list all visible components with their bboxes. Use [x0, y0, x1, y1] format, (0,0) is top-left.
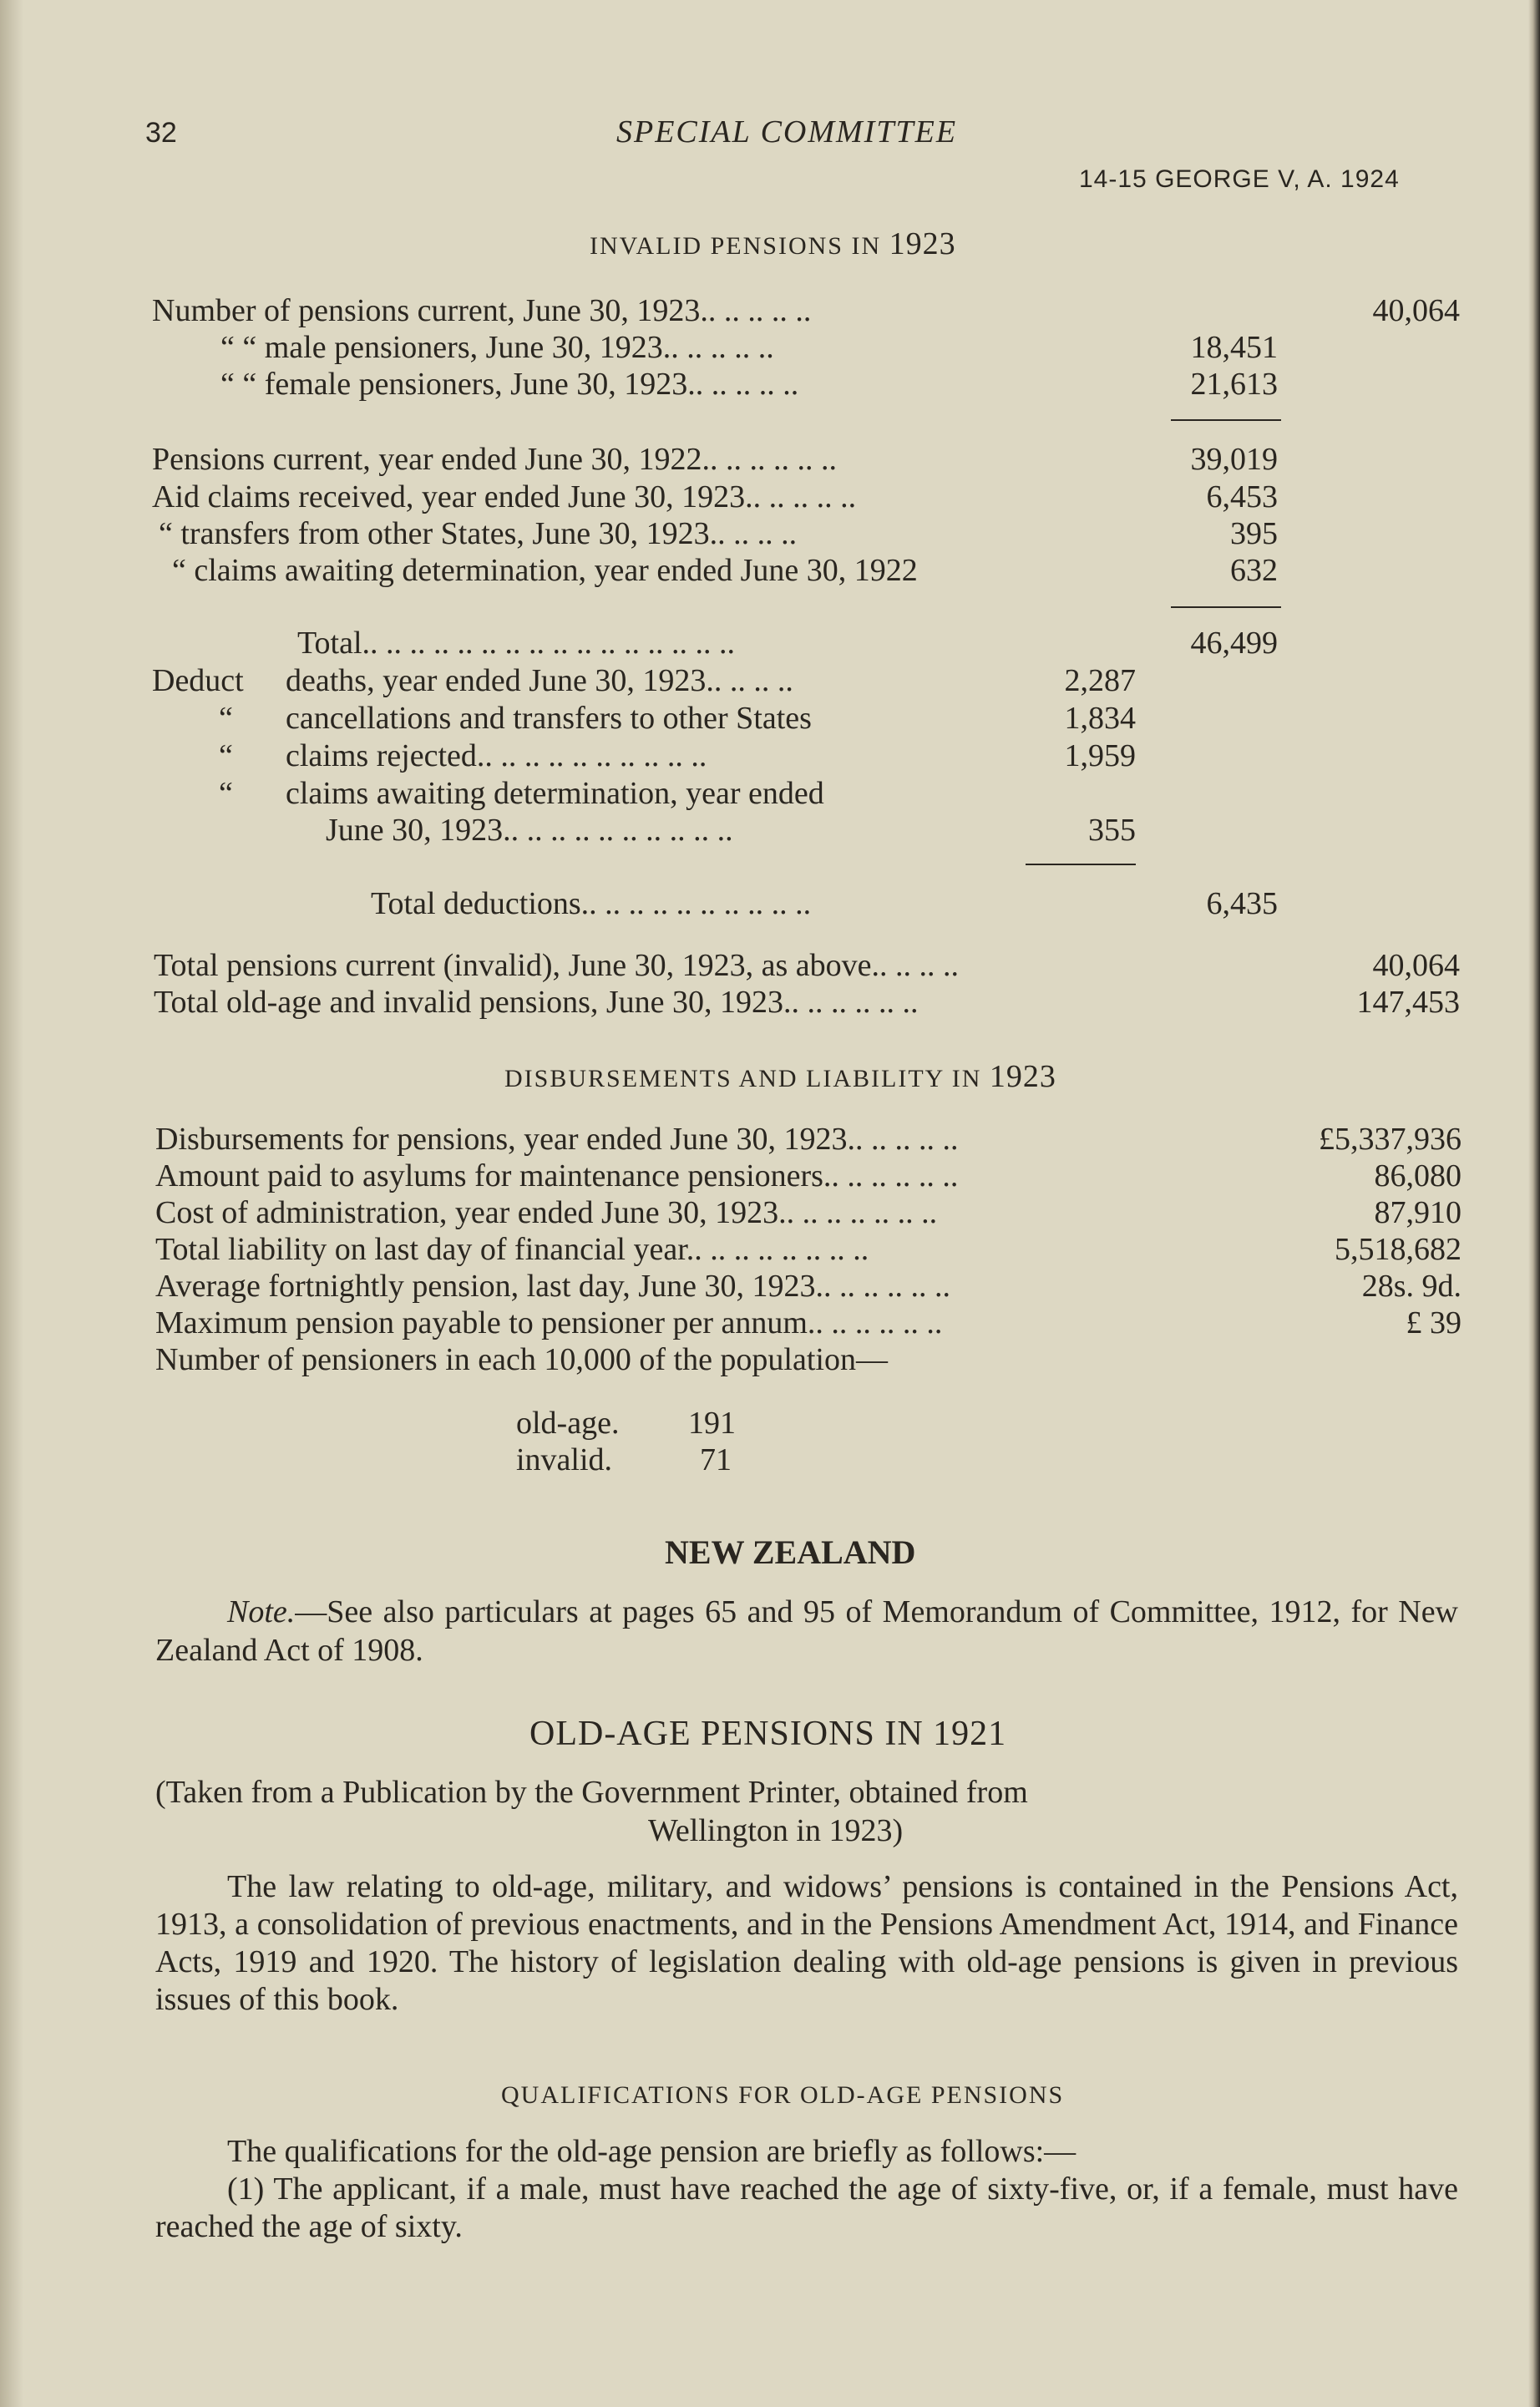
row-disbursements: Disbursements for pensions, year ended June 30, 1923.. .. .. .. .. £5,337,936: [155, 1122, 1461, 1157]
heading-year: 1923: [989, 1059, 1056, 1094]
row-rejected: “ claims rejected.. .. .. .. .. .. .. .. .. .. 1,959: [219, 738, 1136, 773]
rule: [1171, 606, 1281, 608]
row-liability: Total liability on last day of financial year.. .. .. .. .. .. .. .. 5,518,682: [155, 1232, 1461, 1267]
row-deaths: Deduct deaths, year ended June 30, 1923.. .. .. .. 2,287: [152, 663, 1136, 698]
qualifications-heading: QUALIFICATIONS FOR OLD-AGE PENSIONS: [501, 2081, 1065, 2109]
note-label: Note.: [227, 1594, 296, 1629]
row-asylums: Amount paid to asylums for maintenance pensioners.. .. .. .. .. .. 86,080: [155, 1158, 1461, 1193]
row-total: Total.. .. .. .. .. .. .. .. .. .. .. .. .. .. .. .. 46,499: [297, 626, 1278, 661]
row-administration: Cost of administration, year ended June 30, 1923.. .. .. .. .. .. .. 87,910: [155, 1195, 1461, 1230]
source-line-2: Wellington in 1923): [648, 1813, 904, 1848]
row-awaiting-1923-b: June 30, 1923.. .. .. .. .. .. .. .. .. .. 355: [326, 813, 1136, 848]
row-female-pensioners: “ “ female pensioners, June 30, 1923.. .. .. .. .. 21,613: [220, 367, 1278, 402]
heading-year: 1923: [889, 226, 956, 261]
row-average-pension: Average fortnightly pension, last day, June 30, 1923.. .. .. .. .. .. 28s. 9d.: [155, 1269, 1461, 1304]
row-total-deductions: Total deductions.. .. .. .. .. .. .. .. .. .. 6,435: [371, 886, 1278, 921]
section-heading-disbursements: [504, 1058, 1056, 1095]
old-age-pensions-heading: OLD-AGE PENSIONS IN 1921: [529, 1715, 1007, 1753]
session-line: 14-15 GEORGE V, A. 1924: [1079, 165, 1400, 193]
row-total-invalid: Total pensions current (invalid), June 30, 1923, as above.. .. .. .. 40,064: [154, 948, 1460, 983]
row-number-current: Number of pensions current, June 30, 1923.. .. .. .. .. 40,064: [152, 293, 1460, 328]
qualifications-intro: The qualifications for the old-age pension are briefly as follows:—: [227, 2134, 1076, 2169]
note-paragraph: [155, 1593, 1458, 1670]
new-zealand-heading: NEW ZEALAND: [665, 1533, 916, 1571]
rule: [1171, 419, 1281, 421]
row-aid-claims: Aid claims received, year ended June 30, 1923.. .. .. .. .. 6,453: [152, 479, 1278, 514]
row-current-1922: Pensions current, year ended June 30, 1922.. .. .. .. .. .. 39,019: [152, 442, 1278, 477]
row-cancellations: “ cancellations and transfers to other States 1,834: [219, 701, 1136, 736]
row-old-age-ratio: old-age. 191: [516, 1406, 736, 1441]
row-pensioners-per-10000: Number of pensioners in each 10,000 of the population—: [155, 1342, 888, 1377]
page-number: 32: [145, 117, 177, 149]
row-invalid-ratio: invalid. 71: [516, 1442, 732, 1477]
row-awaiting-1922: “ claims awaiting determination, year ended June 30, 1922 632: [172, 553, 1278, 588]
qualification-1: (1) The applicant, if a male, must have reached the age of sixty-five, or, if a female, must have reached the age of sixty.: [155, 2171, 1458, 2244]
row-total-old-invalid: Total old-age and invalid pensions, June 30, 1923.. .. .. .. .. .. 147,453: [154, 985, 1460, 1020]
row-maximum-pension: Maximum pension payable to pensioner per annum.. .. .. .. .. .. £ 39: [155, 1305, 1461, 1340]
row-male-pensioners: “ “ male pensioners, June 30, 1923.. .. .. .. .. 18,451: [220, 330, 1278, 365]
heading-text: DISBURSEMENTS AND LIABILITY IN: [504, 1065, 982, 1092]
note-text: —See also particulars at pages 65 and 95 of Memorandum of Committee, 1912, for New Zealand Act of 1908.: [155, 1594, 1458, 1668]
section-heading-invalid-pensions: [590, 225, 956, 262]
law-paragraph: The law relating to old-age, military, and widows’ pensions is contained in the Pensions Act, 1913, a consolidation of previous enactments, and in the Pensions Amendment Act, 1914, and Finance Acts, 1919 and 1920. The history of legislation dealing with old-age pensions is given in previous issues of this book.: [155, 1869, 1458, 2017]
row-transfers: “ transfers from other States, June 30, 1923.. .. .. .. 395: [159, 516, 1278, 551]
row-awaiting-1923-a: “ claims awaiting determination, year ended: [219, 776, 824, 811]
running-head: SPECIAL COMMITTEE: [616, 114, 958, 149]
heading-text: INVALID PENSIONS IN: [590, 232, 882, 260]
rule: [1026, 864, 1136, 865]
source-line-1: (Taken from a Publication by the Government Printer, obtained from: [155, 1775, 1028, 1810]
